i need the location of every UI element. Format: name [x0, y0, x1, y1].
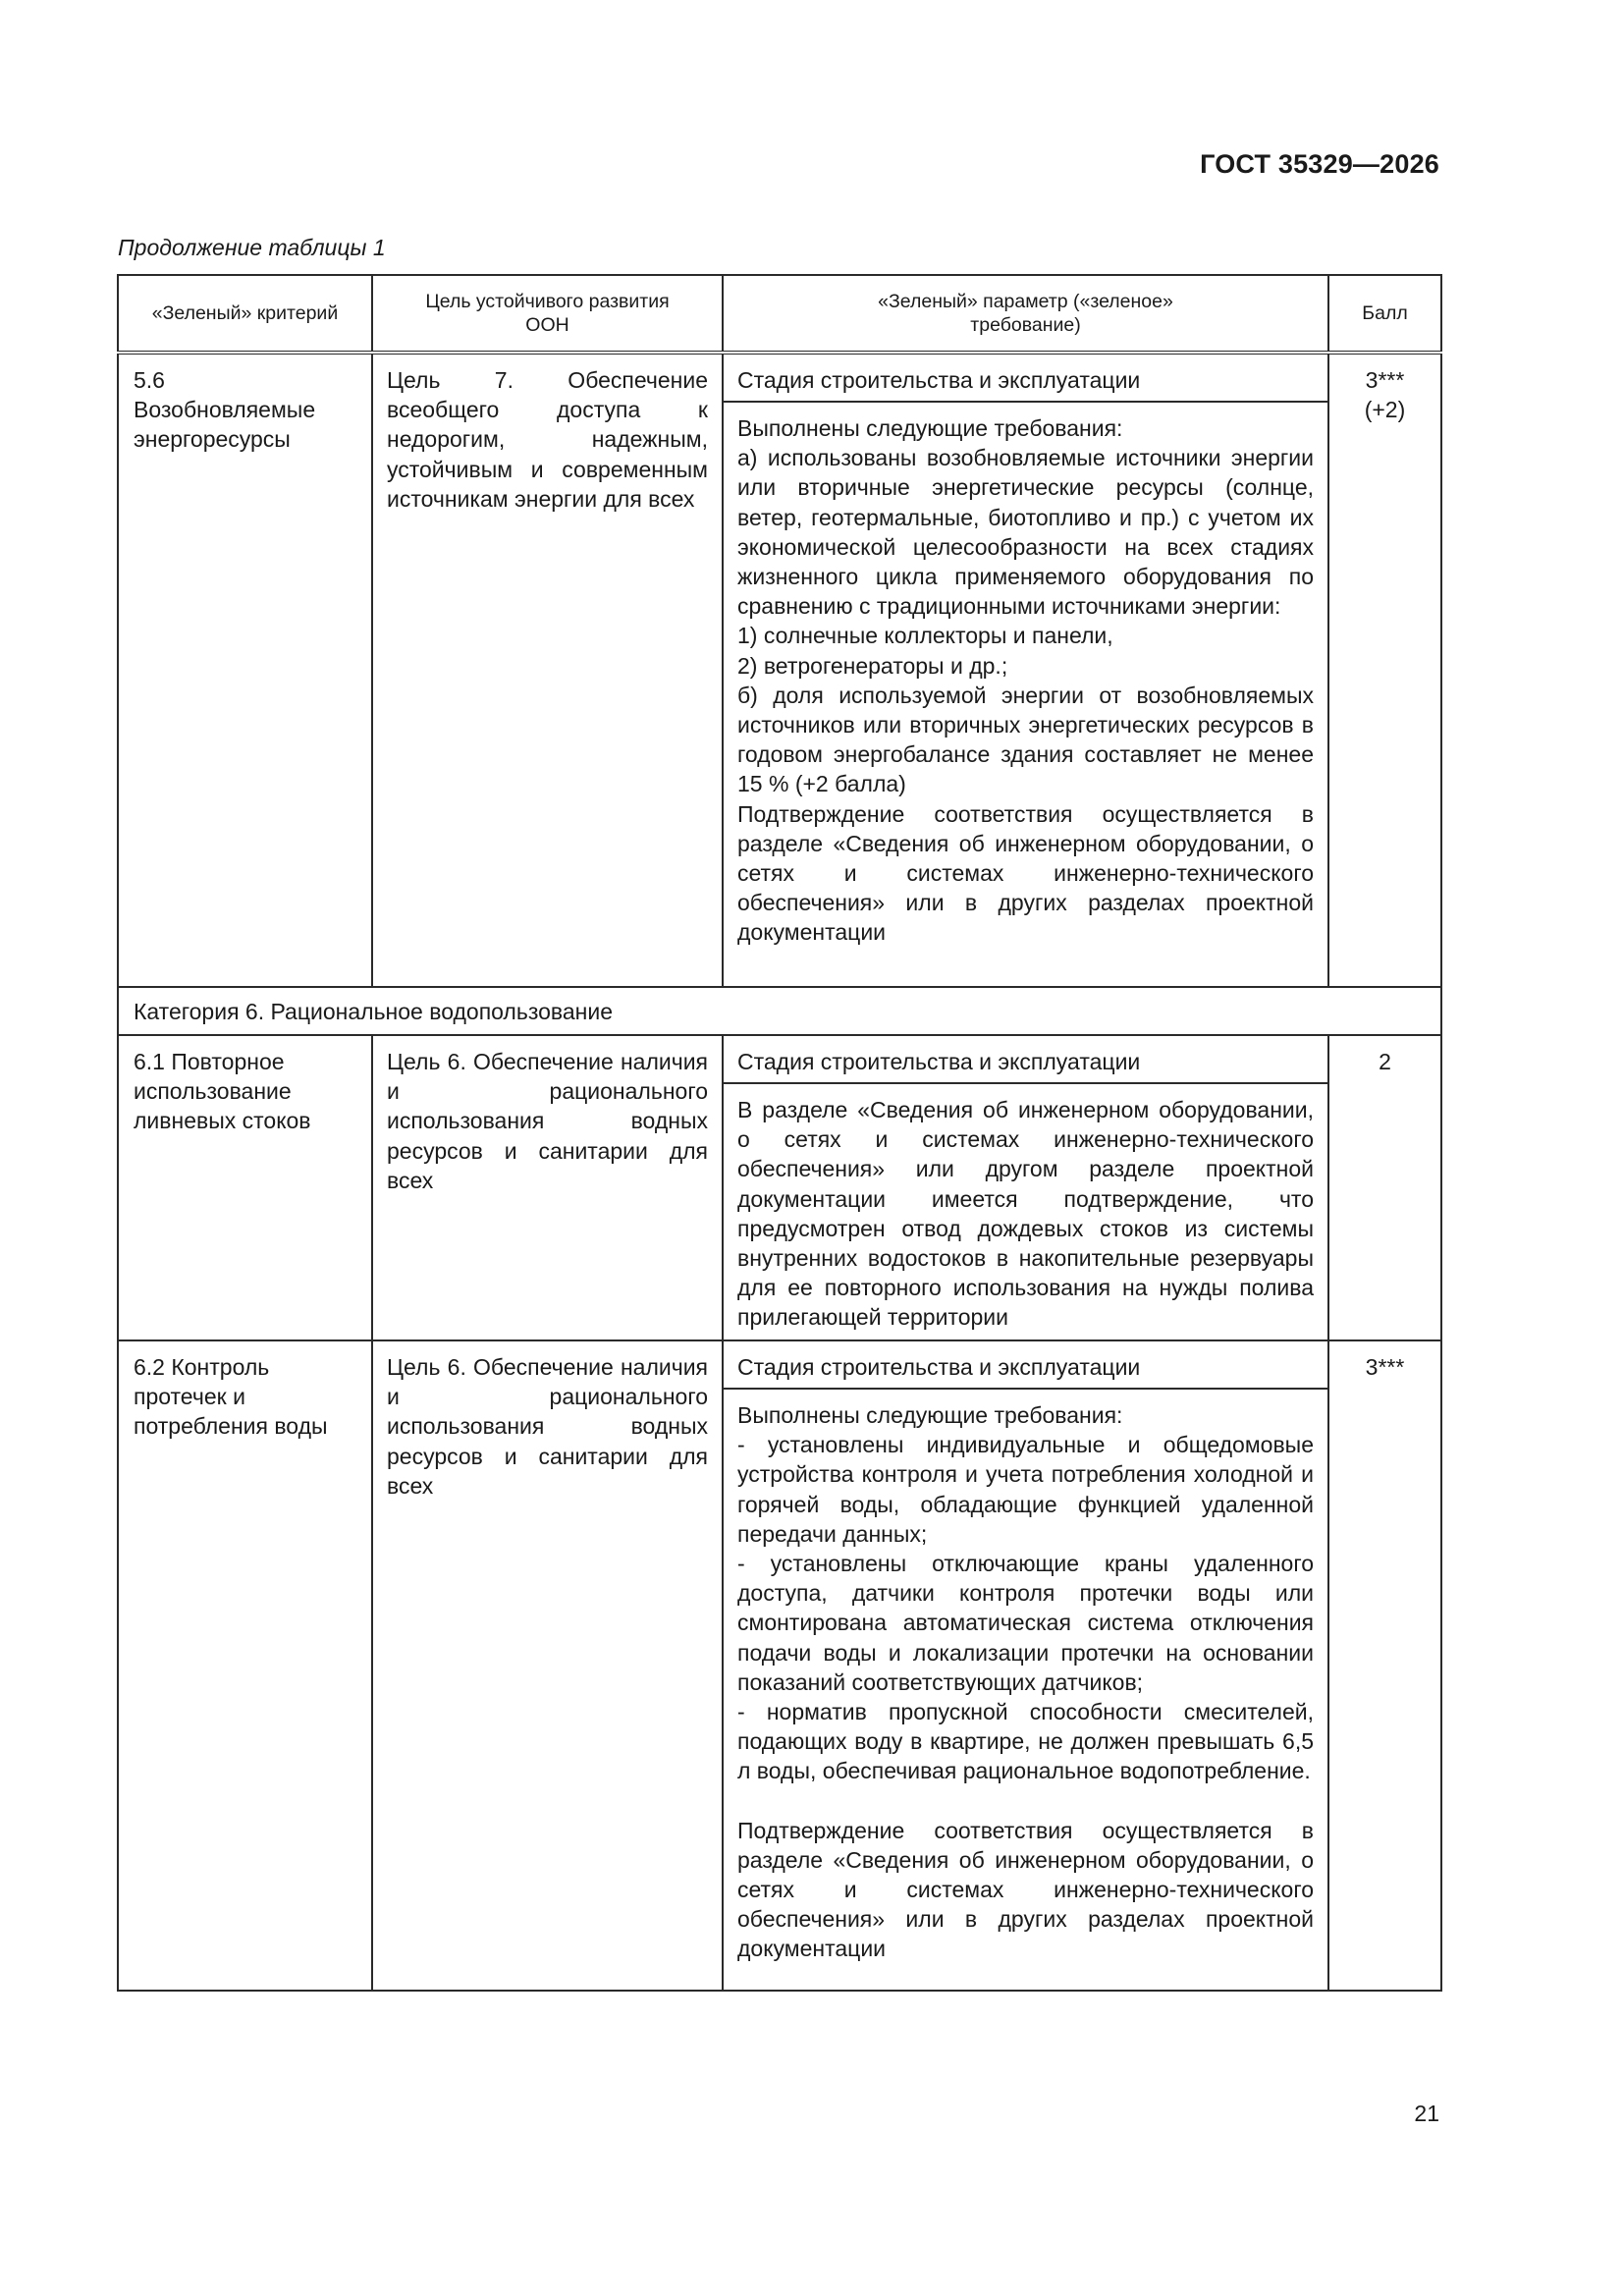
requirement-line: Выполнены следующие требования: [737, 1402, 1123, 1428]
category-row [118, 987, 1441, 1035]
requirement-line: - установлены индивидуальные и общедомовые устройства контроля и учета потребления холодной и горячей воды, обладающие функцией удаленной передачи данных; [737, 1432, 1314, 1547]
criterion-cell [118, 1340, 372, 1991]
parameter-cell [723, 1340, 1328, 1991]
goal-text: Цель 6. Обеспечение наличия и рационального использования водных ресурсов и санитарии для всех [387, 1049, 708, 1193]
parameter-cell [723, 353, 1328, 987]
criterion-cell [118, 353, 372, 987]
stage-label: Стадия строительства и эксплуатации [724, 1036, 1327, 1083]
requirement-line: 1) солнечные коллекторы и панели, [737, 623, 1113, 649]
column-header-goal: Цель устойчивого развития ООН [372, 275, 723, 353]
goal-cell [372, 353, 723, 987]
criterion-text: 6.2 Контроль протечек и потребления воды [134, 1354, 328, 1440]
score-main: 2 [1379, 1049, 1391, 1074]
score-cell [1328, 1340, 1441, 1991]
column-header-parameter: «Зеленый» параметр («зеленое» требование) [723, 275, 1328, 353]
goal-text: Цель 7. Обеспечение всеобщего доступа к недорогим, надежным, устойчивым и современным источникам энергии для всех [387, 367, 708, 512]
table-header-row [118, 275, 1441, 353]
table-row [118, 1035, 1441, 1340]
table-row [118, 1340, 1441, 1991]
requirement-text [724, 1083, 1327, 1337]
category-cell [118, 987, 1441, 1035]
stage-label: Стадия строительства и эксплуатации [724, 355, 1327, 402]
requirement-text [724, 402, 1327, 952]
column-header-score: Балл [1328, 275, 1441, 353]
page-number: 21 [1414, 2101, 1439, 2126]
score-main: 3*** [1365, 367, 1405, 393]
goal-cell [372, 1035, 723, 1340]
score-bonus: (+2) [1364, 397, 1406, 422]
requirement-line: а) использованы возобновляемые источники энергии или вторичные энергетические ресурсы (солнце, ветер, геотермальные, биотопливо и пр.) с учетом их экономической целесообразности на всех стадиях жизненного цикла применяемого оборудования по сравнению с традиционными источниками энергии: [737, 445, 1314, 620]
stage-label: Стадия строительства и эксплуатации [724, 1341, 1327, 1389]
score-value [1329, 355, 1440, 424]
score-main: 3*** [1365, 1354, 1405, 1380]
parameter-cell [723, 1035, 1328, 1340]
requirement-line: Подтверждение соответствия осуществляется в разделе «Сведения об инженерном оборудовании, о сетях и системах инженерно-технического обеспечения» или в других разделах проектной документации [737, 800, 1314, 946]
score-cell [1328, 353, 1441, 987]
score-value [1329, 1341, 1440, 1382]
table-row [118, 353, 1441, 987]
requirement-line: - установлены отключающие краны удаленного доступа, датчики контроля протечки воды или смонтирована автоматическая система отключения подачи воды и локализации протечки на основании показаний соответствующих датчиков; [737, 1551, 1314, 1695]
goal-cell [372, 1340, 723, 1991]
document-number: ГОСТ 35329—2026 [1200, 149, 1439, 179]
paragraph-gap [737, 1786, 1314, 1816]
criterion-text: 6.1 Повторное использование ливневых стоков [134, 1049, 311, 1134]
score-value [1329, 1036, 1440, 1076]
requirement-text [724, 1389, 1327, 1968]
score-cell [1328, 1035, 1441, 1340]
requirement-line: - норматив пропускной способности смесителей, подающих воду в квартире, не должен превышать 6,5 л воды, обеспечивая рациональное водопотребление. [737, 1699, 1314, 1784]
requirement-line: В разделе «Сведения об инженерном оборудовании, о сетях и системах инженерно-технического обеспечения» или другом разделе проектной документации имеется подтверждение, что предусмотрен отвод дождевых стоков из системы внутренних водостоков в накопительные резервуары для ее повторного использования на нужды полива прилегающей территории [737, 1097, 1314, 1331]
requirement-line: б) доля используемой энергии от возобновляемых источников или вторичных энергетических ресурсов в годовом энергобалансе здания составляет не менее 15 % (+2 балла) [737, 682, 1314, 797]
requirement-line: Подтверждение соответствия осуществляется в разделе «Сведения об инженерном оборудовании, о сетях и системах инженерно-технического обеспечения» или в других разделах проектной документации [737, 1817, 1314, 1962]
parameter-block [724, 1341, 1327, 1968]
goal-text: Цель 6. Обеспечение наличия и рационального использования водных ресурсов и санитарии для всех [387, 1354, 708, 1499]
requirements-table [117, 274, 1442, 1992]
parameter-block [724, 1036, 1327, 1337]
criterion-text: 5.6 Возобновляемые энергоресурсы [134, 367, 316, 453]
category-title: Категория 6. Рациональное водопользование [134, 999, 614, 1024]
table-caption: Продолжение таблицы 1 [118, 235, 386, 260]
parameter-block [724, 355, 1327, 952]
requirement-line: Выполнены следующие требования: [737, 415, 1123, 441]
criterion-cell [118, 1035, 372, 1340]
column-header-criterion: «Зеленый» критерий [118, 275, 372, 353]
requirement-line: 2) ветрогенераторы и др.; [737, 652, 1008, 679]
